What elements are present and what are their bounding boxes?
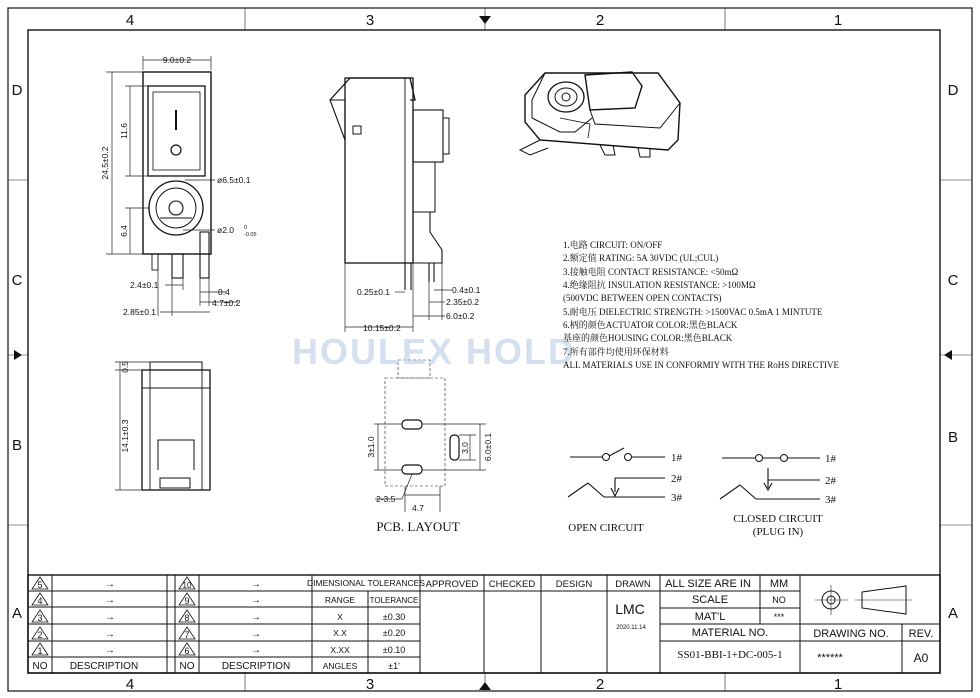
front-view (106, 56, 238, 316)
tol-range-1: X (337, 612, 343, 622)
spec-line-1: 1.电路 CIRCUIT: ON/OFF (563, 240, 663, 250)
spec-line-9: 7.所有部件均使用环保材料 (563, 347, 669, 357)
rev-left-5: 5 (37, 580, 43, 590)
rev-right-10: 10 (182, 581, 192, 590)
tol-value-2: ±0.20 (382, 628, 406, 638)
zone-row-A-right: A (947, 605, 959, 622)
dim-hole-small: ø2.0 (217, 225, 235, 235)
drawing-no-label: DRAWING NO. (813, 628, 889, 640)
dim-pin-2-85: 2.85±0.1 (123, 307, 157, 317)
rev-right-7: 7 (184, 630, 190, 640)
dim-bottom-top: 0.5 (120, 361, 130, 373)
dim-height-upper: 11.6 (119, 123, 129, 139)
tol-range-4: ANGLES (322, 661, 358, 671)
rev-left-2: 2 (37, 630, 43, 640)
open-circuit-diagram (568, 448, 665, 497)
rev-right-8: 8 (184, 613, 190, 623)
col-desc-left: DESCRIPTION (69, 661, 139, 672)
spec-list (563, 239, 839, 370)
dim-bottom-height: 14.1±0.3 (120, 419, 130, 453)
zone-col-2: 2 (595, 12, 605, 29)
spec-line-10: ALL MATERIALS USE IN CONFORMIY WITH THE RoHS DIRECTIVE (563, 360, 839, 370)
scale-value: NO (772, 595, 786, 605)
pcb-dim-2-3-5: 2-3.5 (376, 494, 396, 504)
rev-left-3: 3 (37, 613, 43, 623)
pcb-dim-4-7: 4.7 (412, 503, 424, 513)
rev-right-9: 9 (184, 596, 190, 606)
pcb-layout (374, 360, 486, 512)
zone-col-2-bottom: 2 (595, 676, 605, 693)
center-arrow-right (944, 350, 952, 360)
dim-2-35: 2.35±0.2 (446, 297, 480, 307)
rev-right-arrow-2: → (251, 595, 261, 606)
tol-value-3: ±0.10 (382, 645, 406, 655)
zone-col-3: 3 (365, 12, 375, 29)
drawn-head: DRAWN (615, 579, 651, 590)
dim-hole-small-tol-minus: -0.05 (244, 232, 257, 238)
zone-col-4: 4 (125, 12, 135, 29)
zone-row-D: D (11, 82, 23, 99)
spec-line-6: 5.耐电压 DIELECTRIC STRENGTH: >1500VAC 0.5mA 1 MINTUTE (563, 307, 823, 317)
size-label: ALL SIZE ARE IN (665, 578, 751, 590)
zone-col-1-bottom: 1 (833, 676, 843, 693)
dim-6-0: 6.0±0.2 (446, 311, 475, 321)
matl-label: MAT'L (694, 611, 726, 623)
open-circuit-label: OPEN CIRCUIT (568, 522, 644, 534)
dim-0-25: 0.25±0.1 (357, 287, 391, 297)
isometric-view (520, 72, 680, 157)
rev-right-arrow-1: → (251, 579, 261, 590)
drawn-name: LMC (615, 601, 645, 617)
rev-left-arrow-1: → (105, 579, 115, 590)
col-no-right: NO (179, 661, 195, 672)
closed-circuit-diagram (720, 455, 820, 500)
rev-value: A0 (913, 651, 929, 665)
rev-right-arrow-3: → (251, 612, 261, 623)
spec-line-2: 2.额定值 RATING: 5A 30VDC (UL;CUL) (563, 253, 719, 263)
title-block-grid (28, 575, 940, 673)
tol-range-2: X.X (333, 628, 347, 638)
projection-symbol (815, 585, 912, 615)
dim-hole-large: ø6.5±0.1 (217, 175, 251, 185)
dim-0-4: 0.4±0.1 (452, 285, 481, 295)
zone-row-C-right: C (947, 272, 959, 289)
rev-left-arrow-3: → (105, 612, 115, 623)
material-no-value: SS01-BBI-1+DC-005-1 (677, 649, 783, 661)
closed-pin-1: 1# (825, 453, 836, 465)
zone-col-1: 1 (833, 12, 843, 29)
pcb-dim-3-1: 3±1.0 (366, 436, 376, 458)
dim-pin-2-4: 2.4±0.1 (130, 280, 159, 290)
zone-col-4-bottom: 4 (125, 676, 135, 693)
spec-line-5: (500VDC BETWEEN OPEN CONTACTS) (563, 293, 722, 303)
approved-head: APPROVED (425, 579, 479, 590)
rev-right-arrow-4: → (251, 629, 261, 640)
dim-pin-0-4: 0.4 (218, 287, 230, 297)
open-pin-2: 2# (671, 473, 682, 485)
spec-line-7: 6.柄的颜色ACTUATOR COLOR:黑色BLACK (563, 320, 738, 330)
rev-right-arrow-5: → (251, 645, 261, 656)
closed-pin-3: 3# (825, 494, 836, 506)
tol-tolerance-head: TOLERANCE (369, 596, 419, 605)
pcb-dim-3-0: 3.0 (460, 442, 470, 454)
spec-line-8: 基座的颜色HOUSING COLOR:黑色BLACK (563, 333, 733, 343)
col-desc-right: DESCRIPTION (221, 661, 291, 672)
tol-value-1: ±0.30 (382, 612, 406, 622)
spec-line-4: 4.绝缘阻抗 INSULATION RESISTANCE: >100MΩ (563, 280, 756, 290)
dim-height-total: 24.5±0.2 (100, 146, 110, 180)
dim-hole-small-tol-plus: 0 (244, 225, 248, 231)
center-arrow-left (14, 350, 22, 360)
side-view (330, 78, 452, 332)
drawn-date: 2020.11.14 (616, 625, 646, 631)
pcb-dim-6-0: 6.0±0.1 (483, 432, 493, 462)
pcb-layout-title: PCB. LAYOUT (376, 519, 460, 534)
open-pin-3: 3# (671, 492, 682, 504)
center-arrow-top (479, 16, 491, 24)
rev-left-4: 4 (37, 596, 43, 606)
tol-value-4: ±1' (388, 661, 400, 671)
rev-right-6: 6 (184, 646, 190, 656)
zone-row-B-right: B (947, 429, 959, 446)
material-no-label: MATERIAL NO. (691, 627, 769, 639)
rev-label: REV. (908, 628, 934, 640)
dim-height-lower: 6.4 (119, 225, 129, 237)
scale-label: SCALE (691, 594, 729, 606)
zone-row-C: C (11, 272, 23, 289)
zone-row-A: A (11, 605, 23, 622)
zone-row-D-right: D (947, 82, 959, 99)
rev-left-arrow-2: → (105, 595, 115, 606)
closed-circuit-sub: (PLUG IN) (752, 526, 804, 538)
design-head: DESIGN (555, 579, 593, 590)
closed-circuit-label: CLOSED CIRCUIT (733, 513, 823, 525)
tol-range-3: X.XX (330, 645, 350, 655)
tol-title: DIMENSIONAL TOLERANCES (307, 578, 425, 588)
rev-left-arrow-5: → (105, 645, 115, 656)
zone-col-3-bottom: 3 (365, 676, 375, 693)
closed-pin-2: 2# (825, 475, 836, 487)
open-pin-1: 1# (671, 452, 682, 464)
col-no-left: NO (32, 661, 48, 672)
rev-left-1: 1 (37, 646, 43, 656)
drawing-no-value: ****** (817, 652, 843, 664)
size-value: MM (769, 578, 789, 590)
watermark: HOULEX HOLD (292, 331, 577, 372)
center-arrow-bottom (479, 682, 491, 690)
dim-10-15: 10.15±0.2 (363, 323, 401, 333)
checked-head: CHECKED (488, 579, 536, 590)
tol-range-head: RANGE (324, 595, 356, 605)
rev-left-arrow-4: → (105, 629, 115, 640)
dim-width-top: 9.0±0.2 (162, 55, 192, 65)
dim-pin-4-7: 4.7±0.2 (212, 298, 241, 308)
zone-row-B: B (11, 437, 23, 454)
matl-value: *** (773, 612, 785, 622)
spec-line-3: 3.接触电阻 CONTACT RESISTANCE: <50mΩ (563, 267, 739, 277)
